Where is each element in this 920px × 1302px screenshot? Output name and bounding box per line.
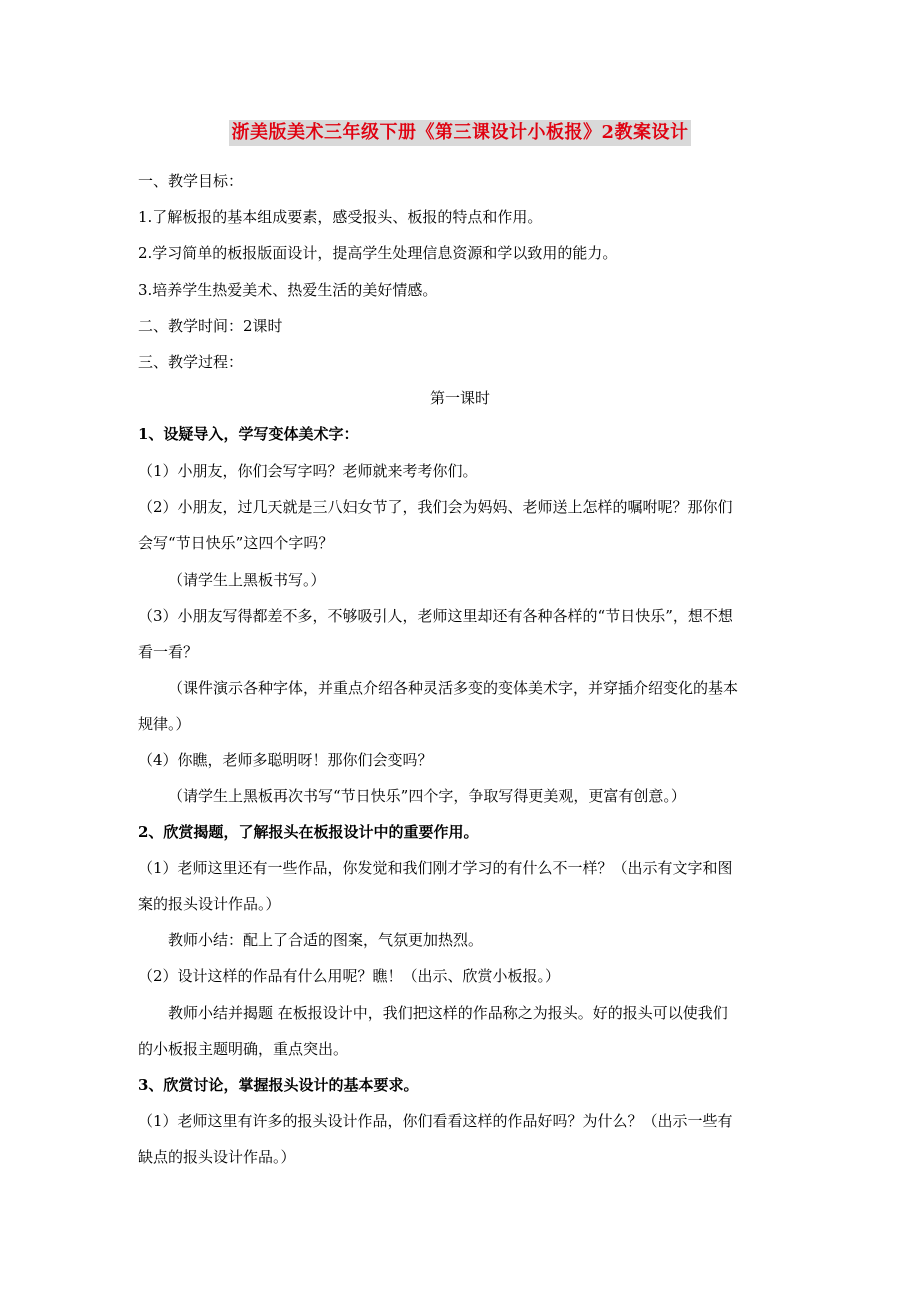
step1-question-2-line2: 会写“节日快乐”这四个字吗？ bbox=[138, 534, 334, 552]
step1-note-1: （请学生上黑板书写。） bbox=[168, 571, 326, 589]
step1-question-3-line1: （3）小朋友写得都差不多，不够吸引人，老师这里却还有各种各样的“节日快乐”，想不想 bbox=[138, 607, 733, 625]
goal-1: 1.了解板报的基本组成要素，感受报头、板报的特点和作用。 bbox=[138, 208, 543, 226]
step2-summary-2-line1: 教师小结并揭题 在板报设计中，我们把这样的作品称之为报头。好的报头可以使我们 bbox=[168, 1004, 728, 1022]
step1-note-3: （请学生上黑板再次书写“节日快乐”四个字，争取写得更美观，更富有创意。） bbox=[168, 787, 686, 805]
section2-heading: 二、教学时间：2课时 bbox=[138, 317, 283, 335]
step1-question-3-line2: 看一看？ bbox=[138, 643, 199, 661]
step2-question-1-line1: （1）老师这里还有一些作品，你发觉和我们刚才学习的有什么不一样？（出示有文字和图 bbox=[138, 859, 733, 877]
document-title: 浙美版美术三年级下册《第三课设计小板报》2教案设计 bbox=[229, 120, 690, 146]
lesson1-title: 第一课时 bbox=[429, 389, 490, 407]
step2-question-2: （2）设计这样的作品有什么用呢？瞧！（出示、欣赏小板报。） bbox=[138, 967, 561, 985]
step1-question-4: （4）你瞧，老师多聪明呀！那你们会变吗？ bbox=[138, 751, 433, 769]
step3-heading: 3、欣赏讨论，掌握报头设计的基本要求。 bbox=[138, 1076, 419, 1094]
step2-question-1-line2: 案的报头设计作品。） bbox=[138, 895, 281, 913]
goal-2: 2.学习简单的板报版面设计，提高学生处理信息资源和学以致用的能力。 bbox=[138, 244, 618, 262]
section3-heading: 三、教学过程： bbox=[138, 353, 244, 371]
step1-heading: 1、设疑导入，学写变体美术字： bbox=[138, 425, 359, 443]
step1-question-2-line1: （2）小朋友，过几天就是三八妇女节了，我们会为妈妈、老师送上怎样的嘱咐呢？那你们 bbox=[138, 498, 733, 516]
step2-heading: 2、欣赏揭题，了解报头在板报设计中的重要作用。 bbox=[138, 823, 479, 841]
step1-question-1: （1）小朋友，你们会写字吗？老师就来考考你们。 bbox=[138, 462, 478, 480]
step1-note-2-line2: 规律。） bbox=[138, 715, 191, 733]
step3-question-1-line1: （1）老师这里有许多的报头设计作品，你们看看这样的作品好吗？为什么？（出示一些有 bbox=[138, 1112, 733, 1130]
step2-summary-1: 教师小结：配上了合适的图案，气氛更加热烈。 bbox=[168, 931, 484, 949]
section1-heading: 一、教学目标： bbox=[138, 172, 244, 190]
goal-3: 3.培养学生热爱美术、热爱生活的美好情感。 bbox=[138, 281, 438, 299]
step3-question-1-line2: 缺点的报头设计作品。） bbox=[138, 1148, 296, 1166]
title-container bbox=[0, 120, 920, 146]
step2-summary-2-line2: 的小板报主题明确，重点突出。 bbox=[138, 1040, 349, 1058]
step1-note-2-line1: （课件演示各种字体，并重点介绍各种灵活多变的变体美术字，并穿插介绍变化的基本 bbox=[168, 679, 739, 697]
